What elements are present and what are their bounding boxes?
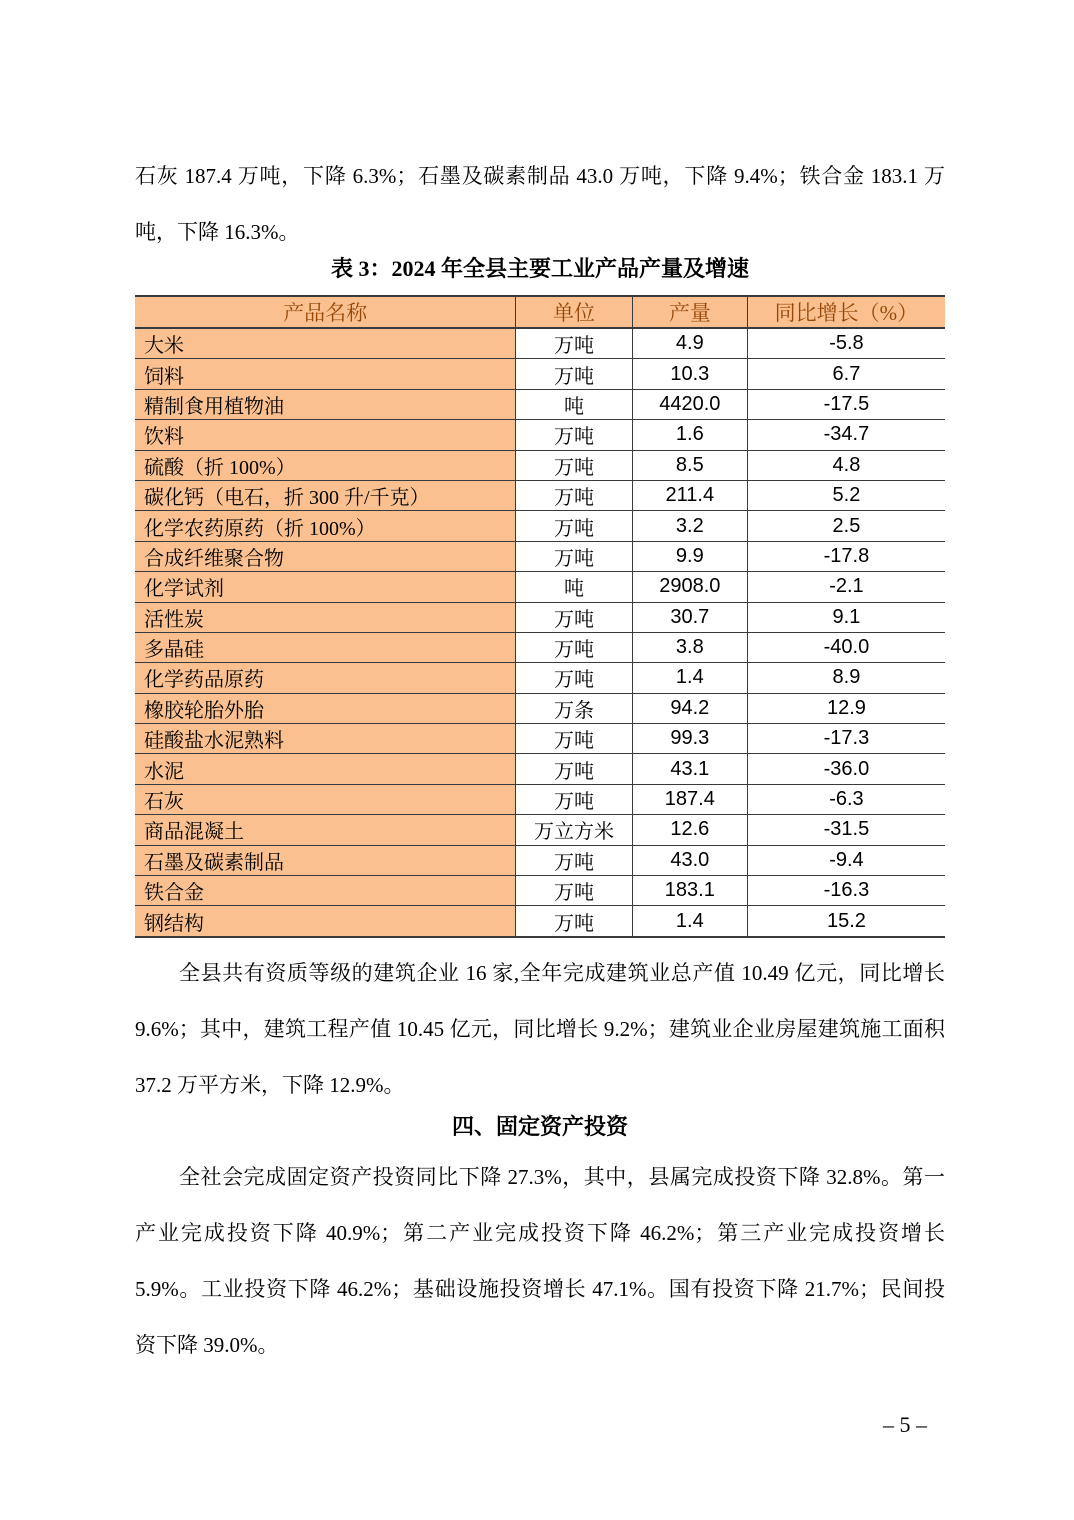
unit-cell: 万吨: [516, 632, 633, 662]
table-row: [135, 389, 945, 419]
table-row: [135, 693, 945, 723]
output-cell: 1.4: [632, 906, 747, 937]
table-row: [135, 480, 945, 510]
unit-cell: 万吨: [516, 663, 633, 693]
product-name-cell: 石灰: [135, 784, 516, 814]
header-growth: 同比增长（%）: [747, 296, 945, 328]
unit-cell: 万吨: [516, 541, 633, 571]
growth-cell: -9.4: [747, 845, 945, 875]
table-row: [135, 632, 945, 662]
growth-cell: 8.9: [747, 663, 945, 693]
product-name-cell: 碳化钙（电石，折 300 升/千克）: [135, 480, 516, 510]
unit-cell: 万吨: [516, 845, 633, 875]
table-header-row: [135, 296, 945, 328]
unit-cell: 万吨: [516, 906, 633, 937]
output-cell: 183.1: [632, 876, 747, 906]
product-name-cell: 精制食用植物油: [135, 389, 516, 419]
unit-cell: 万吨: [516, 328, 633, 359]
growth-cell: -40.0: [747, 632, 945, 662]
output-cell: 30.7: [632, 602, 747, 632]
table-row: [135, 663, 945, 693]
output-cell: 10.3: [632, 359, 747, 389]
product-name-cell: 饲料: [135, 359, 516, 389]
output-cell: 1.4: [632, 663, 747, 693]
table-row: [135, 906, 945, 937]
growth-cell: -5.8: [747, 328, 945, 359]
output-cell: 3.2: [632, 511, 747, 541]
output-cell: 94.2: [632, 693, 747, 723]
output-cell: 43.0: [632, 845, 747, 875]
table-row: [135, 359, 945, 389]
growth-cell: -31.5: [747, 815, 945, 845]
unit-cell: 万吨: [516, 450, 633, 480]
growth-cell: -17.3: [747, 724, 945, 754]
unit-cell: 万吨: [516, 480, 633, 510]
unit-cell: 吨: [516, 572, 633, 602]
unit-cell: 万吨: [516, 876, 633, 906]
output-cell: 187.4: [632, 784, 747, 814]
table-row: [135, 876, 945, 906]
growth-cell: -17.8: [747, 541, 945, 571]
unit-cell: 万吨: [516, 724, 633, 754]
product-name-cell: 化学药品原药: [135, 663, 516, 693]
product-name-cell: 饮料: [135, 420, 516, 450]
output-cell: 43.1: [632, 754, 747, 784]
product-name-cell: 化学农药原药（折 100%）: [135, 511, 516, 541]
table-row: [135, 420, 945, 450]
product-name-cell: 石墨及碳素制品: [135, 845, 516, 875]
product-name-cell: 化学试剂: [135, 572, 516, 602]
growth-cell: -17.5: [747, 389, 945, 419]
output-cell: 3.8: [632, 632, 747, 662]
unit-cell: 万吨: [516, 602, 633, 632]
table-row: [135, 541, 945, 571]
unit-cell: 万吨: [516, 359, 633, 389]
product-name-cell: 硫酸（折 100%）: [135, 450, 516, 480]
table-row: [135, 845, 945, 875]
header-unit: 单位: [516, 296, 633, 328]
growth-cell: -34.7: [747, 420, 945, 450]
product-name-cell: 橡胶轮胎外胎: [135, 693, 516, 723]
growth-cell: 9.1: [747, 602, 945, 632]
product-name-cell: 大米: [135, 328, 516, 359]
section-heading-fixed-asset-investment: 四、固定资产投资: [451, 1114, 628, 1139]
product-name-cell: 硅酸盐水泥熟料: [135, 724, 516, 754]
unit-cell: 万立方米: [516, 815, 633, 845]
output-cell: 12.6: [632, 815, 747, 845]
growth-cell: -36.0: [747, 754, 945, 784]
table-row: [135, 511, 945, 541]
product-name-cell: 钢结构: [135, 906, 516, 937]
industrial-products-table: [135, 295, 945, 938]
growth-cell: 2.5: [747, 511, 945, 541]
product-name-cell: 铁合金: [135, 876, 516, 906]
unit-cell: 万条: [516, 693, 633, 723]
paragraph-construction: 全县共有资质等级的建筑企业 16 家,全年完成建筑业总产值 10.49 亿元，同比增长 9.6%；其中，建筑工程产值 10.45 亿元，同比增长 9.2%；建筑业企业房屋建筑施工面积 37.2 万平方米，下降 12.9%。: [135, 961, 945, 1097]
product-name-cell: 合成纤维聚合物: [135, 541, 516, 571]
table-row: [135, 724, 945, 754]
header-product-name: 产品名称: [135, 296, 516, 328]
product-name-cell: 水泥: [135, 754, 516, 784]
output-cell: 1.6: [632, 420, 747, 450]
table-row: [135, 602, 945, 632]
table-row: [135, 328, 945, 359]
growth-cell: -16.3: [747, 876, 945, 906]
table-row: [135, 754, 945, 784]
growth-cell: -6.3: [747, 784, 945, 814]
table-row: [135, 784, 945, 814]
output-cell: 9.9: [632, 541, 747, 571]
product-name-cell: 活性炭: [135, 602, 516, 632]
page-number: – 5 –: [883, 1412, 927, 1437]
unit-cell: 万吨: [516, 511, 633, 541]
unit-cell: 吨: [516, 389, 633, 419]
growth-cell: 6.7: [747, 359, 945, 389]
paragraph-investment: 全社会完成固定资产投资同比下降 27.3%，其中，县属完成投资下降 32.8%。第一产业完成投资下降 40.9%；第二产业完成投资下降 46.2%；第三产业完成投资增长 5.9%。工业投资下降 46.2%；基础设施投资增长 47.1%。国有投资下降 21.7%；民间投资下降 39.0%。: [135, 1165, 945, 1357]
unit-cell: 万吨: [516, 754, 633, 784]
product-name-cell: 多晶硅: [135, 632, 516, 662]
growth-cell: 4.8: [747, 450, 945, 480]
output-cell: 99.3: [632, 724, 747, 754]
table-title: 表 3：2024 年全县主要工业产品产量及增速: [330, 256, 749, 281]
output-cell: 4420.0: [632, 389, 747, 419]
unit-cell: 万吨: [516, 784, 633, 814]
growth-cell: 12.9: [747, 693, 945, 723]
growth-cell: -2.1: [747, 572, 945, 602]
table-row: [135, 572, 945, 602]
product-name-cell: 商品混凝土: [135, 815, 516, 845]
growth-cell: 15.2: [747, 906, 945, 937]
unit-cell: 万吨: [516, 420, 633, 450]
product-table-body: [135, 328, 945, 937]
growth-cell: 5.2: [747, 480, 945, 510]
header-output: 产量: [632, 296, 747, 328]
table-row: [135, 450, 945, 480]
output-cell: 8.5: [632, 450, 747, 480]
output-cell: 2908.0: [632, 572, 747, 602]
table-row: [135, 815, 945, 845]
paragraph-industry-products-tail: 石灰 187.4 万吨，下降 6.3%；石墨及碳素制品 43.0 万吨，下降 9.4%；铁合金 183.1 万吨，下降 16.3%。: [135, 164, 945, 244]
output-cell: 211.4: [632, 480, 747, 510]
output-cell: 4.9: [632, 328, 747, 359]
